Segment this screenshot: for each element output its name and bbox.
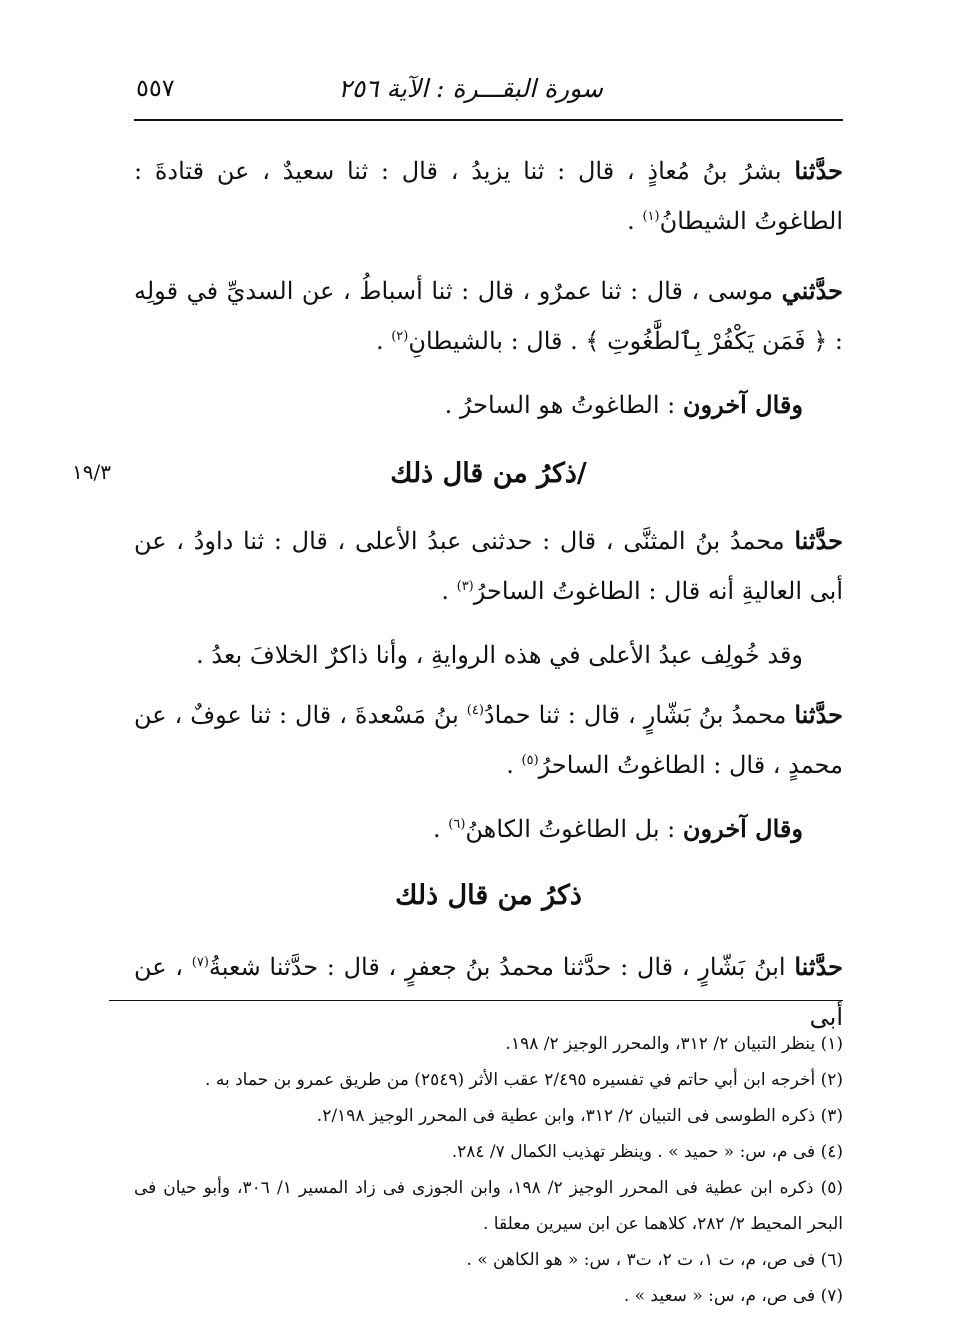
paragraph-tail: . [375, 327, 392, 355]
paragraph-lead: وقال آخرون [682, 814, 803, 843]
page-header [136, 72, 843, 112]
footnote-ref: (٧) [191, 955, 209, 970]
footnotes [134, 1026, 843, 1314]
paragraph-text: : بل الطاغوتُ الكاهنُ [465, 815, 683, 843]
paragraph-lead: حدَّثنا [794, 700, 843, 729]
paragraph-5 [134, 630, 803, 680]
footnote-ref: (١) [642, 209, 660, 224]
paragraph-text: وقد خُولِف عبدُ الأعلى في هذه الروايةِ ، وأنا ذاكرٌ الخلافَ بعدُ . [196, 641, 803, 669]
paragraph-text-continued: بنُ مَسْعدةَ ، قال : ثنا عوفٌ ، عن محمدٍ ، قال : الطاغوتُ الساحرُ [134, 701, 843, 779]
footnote: (٦) فى ص، م، ت ١، ت ٢، ت٣ ، س: « هو الكاهن » . [466, 1250, 843, 1270]
paragraph-tail: ، عن أبى [134, 953, 843, 1031]
section-heading-1: /ذكرُ من قال ذلك [390, 458, 587, 489]
paragraph-text: محمدُ بنُ بَشّارٍ ، قال : ثنا حمادُ [483, 701, 795, 729]
paragraph-7 [134, 804, 803, 854]
section-heading-2: ذكرُ من قال ذلك [395, 880, 582, 911]
footnote: (٧) فى ص، م، س: « سعيد » . [623, 1286, 843, 1306]
footnote: (٤) فى م، س: « حميد » . وينظر تهذيب الكمال ٧/ ٢٨٤. [451, 1142, 843, 1162]
paragraph-lead: حدَّثنا [794, 526, 843, 555]
header-rule [134, 119, 843, 121]
paragraph-tail: . [627, 207, 643, 235]
footnote: (٢) أخرجه ابن أبي حاتم في تفسيره ٢/٤٩٥ عقب الأثر (٢٥٤٩) من طريق عمرو بن حماد به . [205, 1070, 843, 1090]
paragraph-text: : الطاغوتُ هو الساحرُ . [444, 391, 683, 419]
footnote-ref: (٤) [466, 703, 484, 718]
running-title: سورة البقـــرة : الآية ٢٥٦ [338, 74, 603, 103]
paragraph-6 [134, 690, 843, 790]
footnote: (١) ينظر التبيان ٢/ ٣١٢، والمحرر الوجيز ٢/ ١٩٨. [505, 1034, 843, 1054]
paragraph-tail: . [441, 577, 457, 605]
footnote-ref: (٣) [456, 579, 474, 594]
paragraph-lead: حدَّثني [781, 276, 843, 305]
footnote-ref: (٥) [521, 753, 539, 768]
paragraph-text: موسى ، قال : ثنا عمرٌو ، قال : ثنا أسباطُ ، عن السديِّ في قولِه : ﴿ فَمَن يَكْفُرْ بِٱلطَّٰغُوتِ ﴾ . قال : بالشيطانِ [134, 277, 843, 355]
footnote: (٥) ذكره ابن عطية فى المحرر الوجيز ٢/ ١٩٨، وابن الجوزى فى زاد المسير ١/ ٣٠٦، وأبو حيان فى البحر المحيط ٢/ ٢٨٢، كلاهما عن ابن سيرين معلقا . [134, 1178, 843, 1234]
paragraph-tail: . [433, 815, 449, 843]
paragraph-4 [134, 516, 843, 616]
paragraph-lead: حدَّثنا [794, 156, 843, 185]
paragraph-2 [134, 266, 843, 366]
paragraph-lead: وقال آخرون [682, 390, 803, 419]
paragraph-text: ابنُ بَشّارٍ ، قال : حدَّثنا محمدُ بنُ جعفرٍ ، قال : حدَّثنا شعبةُ [208, 953, 795, 981]
footnote-rule [109, 1000, 843, 1001]
footnote-ref: (٢) [391, 329, 409, 344]
paragraph-3 [134, 380, 803, 430]
paragraph-tail: . [506, 751, 522, 779]
paragraph-1 [134, 146, 843, 246]
margin-reference: ١٩/٣ [72, 460, 111, 484]
footnote-ref: (٦) [448, 817, 466, 832]
paragraph-text: محمدُ بنُ المثنَّى ، قال : حدثنى عبدُ الأعلى ، قال : ثنا داودُ ، عن أبى العاليةِ أنه قال : الطاغوتُ الساحرُ [134, 527, 843, 605]
footnote: (٣) ذكره الطوسى فى التبيان ٢/ ٣١٢، وابن عطية فى المحرر الوجيز ٢/١٩٨. [316, 1106, 843, 1126]
paragraph-lead: حدَّثنا [794, 952, 843, 981]
paragraph-text: بشرُ بنُ مُعاذٍ ، قال : ثنا يزيدُ ، قال : ثنا سعيدٌ ، عن قتادةَ : الطاغوتُ الشيطانُ [134, 157, 843, 235]
page-number: ٥٥٧ [136, 74, 175, 102]
